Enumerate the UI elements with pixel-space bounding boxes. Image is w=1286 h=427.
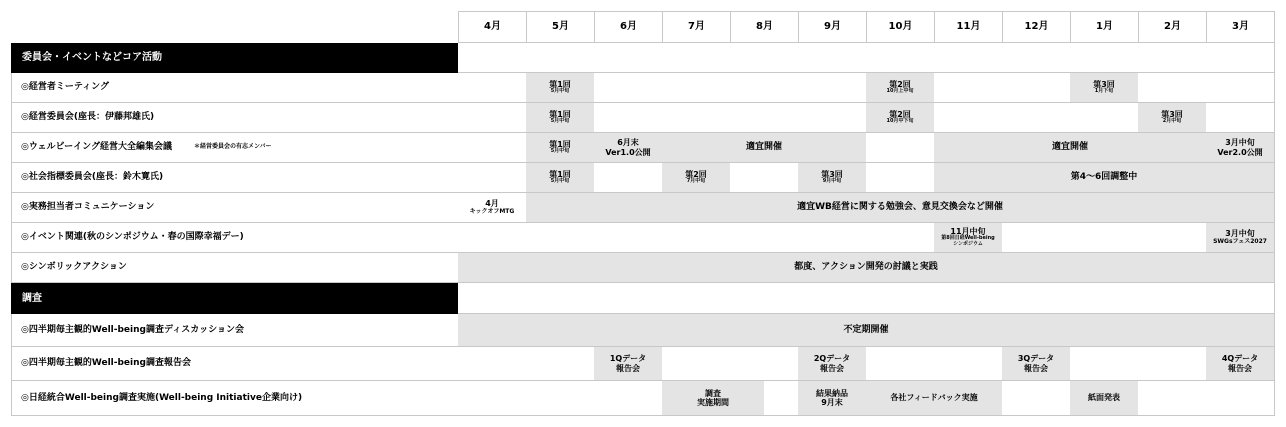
row-label-integrated-survey: ◎日経統合Well-being調査実施(Well-being Initiative企業向け) <box>11 381 458 416</box>
row-label-events: ◎イベント関連(秋のシンポジウム・春の国際幸福デー) <box>11 223 458 253</box>
block-title: 第2回 <box>685 170 707 180</box>
block-title: 第1回 <box>549 110 571 120</box>
block-title: 適宜開催 <box>1051 142 1088 153</box>
schedule-table <box>11 11 1275 416</box>
schedule-block <box>866 103 934 132</box>
month-header: 4月 <box>458 11 526 43</box>
row-label-practitioner-communication: ◎実務担当者コミュニケーション <box>11 193 458 223</box>
block-subtitle: 5月中旬 <box>550 148 570 155</box>
schedule-block <box>662 381 764 415</box>
block-title: 適宜WB経営に関する勉強会、意見交換会など開催 <box>797 202 1003 213</box>
block-subtitle: 報告会 <box>1228 363 1252 373</box>
block-title: 都度、アクション開発の討議と実践 <box>794 262 938 273</box>
block-subtitle: 10月上中旬 <box>886 88 914 95</box>
month-header: 7月 <box>662 11 730 43</box>
schedule-block <box>594 347 662 380</box>
block-title: 適宜開催 <box>745 142 782 153</box>
schedule-block <box>1002 347 1070 380</box>
row-label-executive-meeting: ◎経営者ミーティング <box>11 73 458 103</box>
row-label-text: ◎ウェルビーイング経営大全編集会議 <box>21 142 172 153</box>
block-subtitle: SWGsフェス2027 <box>1213 237 1267 245</box>
section-header-core: 委員会・イベントなどコア活動 <box>11 43 458 73</box>
block-title: 第2回 <box>889 80 911 90</box>
schedule-block <box>866 73 934 102</box>
block-subtitle: シンポジウム <box>953 241 983 248</box>
block-subtitle: 報告会 <box>616 363 640 373</box>
schedule-block <box>798 381 866 415</box>
row-label-note: ＊経営委員会の有志メンバー <box>193 143 272 151</box>
block-title: 第3回 <box>1161 110 1183 120</box>
row-label-management-committee: ◎経営委員会(座長：伊藤邦雄氏) <box>11 103 458 133</box>
block-title: 2Qデータ <box>813 354 851 364</box>
schedule-block-span <box>458 253 1274 282</box>
row-background <box>458 223 1275 253</box>
block-title: 各社フィードバック実施 <box>890 393 978 403</box>
row-label-symbolic-action: ◎シンボリックアクション <box>11 253 458 283</box>
schedule-block <box>1206 347 1274 380</box>
block-subtitle: 5月中旬 <box>550 118 570 125</box>
schedule-block <box>1206 133 1274 162</box>
block-title: 3Qデータ <box>1017 354 1055 364</box>
schedule-block <box>798 163 866 192</box>
block-title: 4月 <box>485 199 499 209</box>
schedule-block <box>934 223 1002 252</box>
month-header: 5月 <box>526 11 594 43</box>
schedule-block <box>798 347 866 380</box>
month-header: 9月 <box>798 11 866 43</box>
block-subtitle: 実施期間 <box>697 398 729 407</box>
section-header-survey: 調査 <box>11 283 458 314</box>
section-header-fill <box>458 283 1275 314</box>
block-title: 第1回 <box>549 80 571 90</box>
block-subtitle: 報告会 <box>1024 363 1048 373</box>
schedule-block <box>1070 381 1138 415</box>
block-title: 第2回 <box>889 110 911 120</box>
block-subtitle: 7月中旬 <box>686 178 706 185</box>
block-title: 3月中旬 <box>1225 138 1255 148</box>
block-subtitle: 10月中下旬 <box>886 118 914 125</box>
schedule-block <box>1206 223 1274 252</box>
block-subtitle: Ver2.0公開 <box>1217 147 1263 157</box>
block-subtitle: 5月中旬 <box>550 88 570 95</box>
schedule-block-span <box>934 163 1274 192</box>
block-title: 不定期開催 <box>843 324 889 335</box>
section-header-fill <box>458 43 1275 73</box>
schedule-block <box>1070 73 1138 102</box>
block-subtitle: 報告会 <box>820 363 844 373</box>
block-title: 6月末 <box>617 138 639 148</box>
block-title: 11月中旬 <box>950 227 986 237</box>
row-label-editorial-meeting <box>11 133 458 163</box>
month-header: 12月 <box>1002 11 1070 43</box>
row-label-survey-report: ◎四半期毎主観的Well-being調査報告会 <box>11 347 458 381</box>
block-title: 紙面発表 <box>1088 393 1120 403</box>
schedule-block <box>594 133 662 162</box>
block-title: 結果納品 <box>816 388 848 398</box>
schedule-block <box>1138 103 1206 132</box>
block-subtitle: 第8回日経Well-being <box>941 235 995 242</box>
block-subtitle: Ver1.0公開 <box>605 147 651 157</box>
schedule-block <box>458 193 526 222</box>
schedule-block <box>526 73 594 102</box>
block-subtitle: 9月末 <box>821 398 843 407</box>
month-header: 1月 <box>1070 11 1138 43</box>
month-header: 10月 <box>866 11 934 43</box>
block-subtitle: 2月中旬 <box>1162 118 1182 125</box>
block-title: 調査 <box>705 388 721 398</box>
month-header: 3月 <box>1206 11 1275 43</box>
block-subtitle: キックオフMTG <box>469 207 515 215</box>
block-subtitle: 1月下旬 <box>1094 88 1114 95</box>
schedule-block <box>526 133 594 162</box>
month-header: 2月 <box>1138 11 1206 43</box>
block-title: 4Qデータ <box>1221 354 1259 364</box>
block-subtitle: 5月中旬 <box>550 178 570 185</box>
schedule-block <box>662 163 730 192</box>
schedule-block-span <box>458 314 1274 346</box>
month-header: 11月 <box>934 11 1002 43</box>
block-title: 第1回 <box>549 140 571 150</box>
schedule-block-span <box>934 133 1206 162</box>
block-title: 第3回 <box>821 170 843 180</box>
month-header: 8月 <box>730 11 798 43</box>
block-title: 3月中旬 <box>1225 229 1255 239</box>
month-header: 6月 <box>594 11 662 43</box>
schedule-block-span <box>866 381 1002 415</box>
block-title: 第1回 <box>549 170 571 180</box>
block-title: 第3回 <box>1093 80 1115 90</box>
row-background <box>458 347 1275 381</box>
schedule-block-span <box>662 133 866 162</box>
block-title: 第4～6回調整中 <box>1070 172 1138 183</box>
row-label-social-indicator-committee: ◎社会指標委員会(座長：鈴木寛氏) <box>11 163 458 193</box>
block-subtitle: 9月中旬 <box>822 178 842 185</box>
row-label-survey-discussion: ◎四半期毎主観的Well-being調査ディスカッション会 <box>11 314 458 347</box>
schedule-block <box>526 163 594 192</box>
schedule-block-span <box>526 193 1274 222</box>
block-title: 1Qデータ <box>609 354 647 364</box>
schedule-block <box>526 103 594 132</box>
